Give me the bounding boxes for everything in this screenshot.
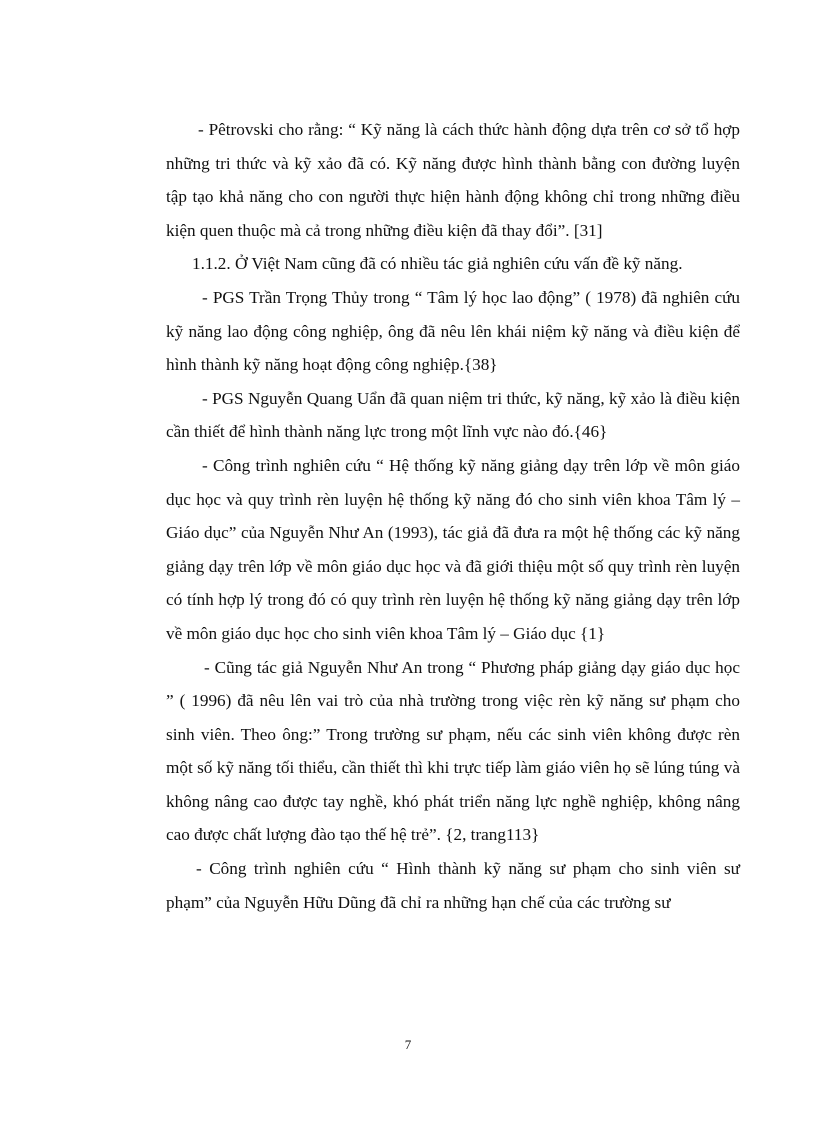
section-heading-1-1-2: 1.1.2. Ở Việt Nam cũng đã có nhiều tác giả nghiên cứu vấn đề kỹ năng. (192, 254, 683, 274)
paragraph-nguyen-nhu-an-1993: - Công trình nghiên cứu “ Hệ thống kỹ năng giảng dạy trên lớp về môn giáo dục học và quy trình rèn luyện hệ thống kỹ năng đó cho sinh viên khoa Tâm lý – Giáo dục” của Nguyễn Như An (1993), tác giả đã đưa ra một hệ thống các kỹ năng giảng dạy trên lớp về môn giáo dục học và đã giới thiệu một số quy trình rèn luyện có tính hợp lý trong đó có quy trình rèn luyện hệ thống kỹ năng giảng dạy trên lớp về môn giáo dục học cho sinh viên khoa Tâm lý – Giáo dục {1} (166, 455, 740, 643)
page-number: 7 (404, 1037, 412, 1052)
document-body (166, 113, 740, 919)
paragraph-petrovski-quote: - Pêtrovski cho rằng: “ Kỹ năng là cách thức hành động dựa trên cơ sở tổ hợp những tri thức và kỹ xảo đã có. Kỹ năng được hình thành bằng con đường luyện tập tạo khả năng cho con người thực hiện hành động không chỉ trong những điều kiện quen thuộc mà cả trong những điều kiện đã thay đổi”. [31] (166, 120, 740, 240)
paragraph-nguyen-huu-dung: - Công trình nghiên cứu “ Hình thành kỹ năng sư phạm cho sinh viên sư phạm” của Nguyễn Hữu Dũng đã chỉ ra những hạn chế của các trường sư (166, 859, 740, 912)
paragraph-nguyen-quang-uan: - PGS Nguyễn Quang Uẩn đã quan niệm tri thức, kỹ năng, kỹ xảo là điều kiện cần thiết để hình thành năng lực trong một lĩnh vực nào đó.{46} (166, 388, 740, 442)
paragraph-tran-trong-thuy: - PGS Trần Trọng Thủy trong “ Tâm lý học lao động” ( 1978) đã nghiên cứu kỹ năng lao động công nghiệp, ông đã nêu lên khái niệm kỹ năng và điều kiện để hình thành kỹ năng hoạt động công nghiệp.{38} (166, 287, 740, 375)
paragraph-nguyen-nhu-an-1996: - Cũng tác giả Nguyễn Như An trong “ Phương pháp giảng dạy giáo dục học ” ( 1996) đã nêu lên vai trò của nhà trường trong việc rèn kỹ năng sư phạm cho sinh viên. Theo ông:” Trong trường sư phạm, nếu các sinh viên không được rèn một số kỹ năng tối thiểu, cần thiết thì khi trực tiếp làm giáo viên họ sẽ lúng túng và không nâng cao được tay nghề, khó phát triển năng lực nghề nghiệp, không nâng cao được chất lượng đào tạo thế hệ trẻ”. {2, trang113} (166, 657, 740, 845)
